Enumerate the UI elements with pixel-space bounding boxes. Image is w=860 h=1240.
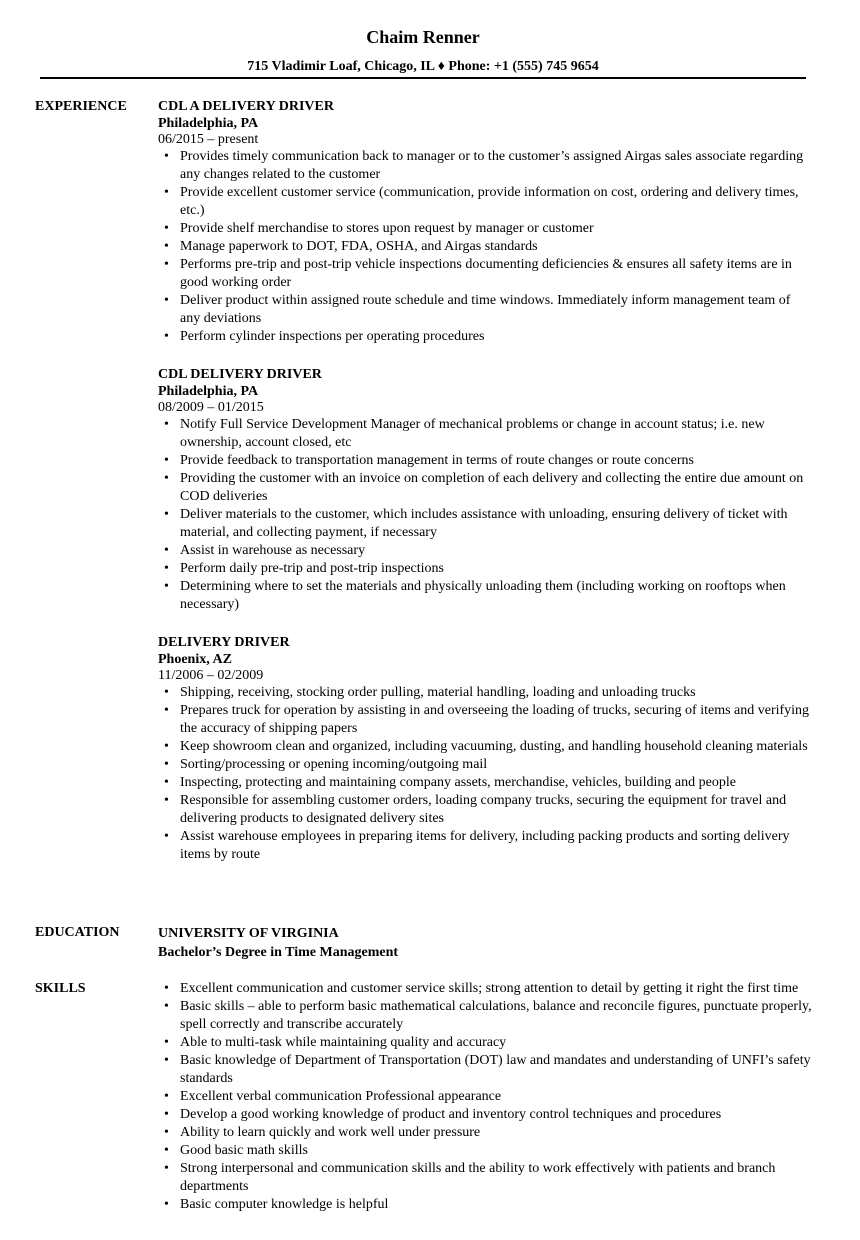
candidate-name: Chaim Renner [366,27,480,47]
job-location: Philadelphia, PA [158,384,259,399]
duty-item: • Keep showroom clean and organized, including vacuuming, dusting, and handling household cleaning materials [164,739,808,754]
experience-label: EXPERIENCE [35,99,127,114]
duty-item: • Perform daily pre-trip and post-trip inspections [164,561,444,576]
duty-item: • Manage paperwork to DOT, FDA, OSHA, and Airgas standards [164,239,538,254]
duty-item: • Provide feedback to transportation management in terms of route changes or route concerns [164,453,694,468]
bullet-icon: • [164,561,169,576]
bullet-icon: • [164,453,169,468]
bullet-icon: • [164,1197,169,1212]
bullet-icon: • [164,1053,169,1068]
skill-item: • Excellent verbal communication Professional appearance [164,1089,502,1104]
bullet-icon: • [164,185,169,200]
job-entry [158,98,813,346]
header-divider [40,77,806,79]
bullet-icon: • [164,293,169,308]
bullet-icon: • [164,829,169,844]
bullet-icon: • [164,793,169,808]
bullet-icon: • [164,1161,169,1176]
bullet-icon: • [164,417,169,432]
duty-item: • Providing the customer with an invoice on completion of each delivery and collecting the entire due amount on COD deliveries [164,471,804,504]
job-entry [158,366,813,614]
job-location: Phoenix, AZ [158,652,232,667]
duty-item: • Deliver product within assigned route schedule and time windows. Immediately inform management team of any deviations [164,293,791,326]
duty-item: • Deliver materials to the customer, which includes assistance with unloading, ensuring delivery of ticket with material, and collecting payment, if necessary [164,507,788,540]
bullet-icon: • [164,257,169,272]
duty-item: • Prepares truck for operation by assisting in and overseeing the loading of trucks, securing of items and verifying the accuracy of shipping papers [164,703,810,736]
duty-item: • Provides timely communication back to manager or to the customer’s assigned Airgas sales associate regarding any changes related to the customer [164,149,804,182]
job-duties [158,416,813,614]
skill-item: • Excellent communication and customer service skills; strong attention to detail by getting it right the first time [164,981,799,996]
skill-item: • Good basic math skills [164,1143,308,1158]
bullet-icon: • [164,703,169,718]
bullet-icon: • [164,757,169,772]
job-dates: 06/2015 – present [158,132,259,147]
job-dates: 08/2009 – 01/2015 [158,400,264,415]
duty-item: • Shipping, receiving, stocking order pulling, material handling, loading and unloading trucks [164,685,696,700]
skills-bullets [158,980,813,1214]
duty-item: • Perform cylinder inspections per operating procedures [164,329,485,344]
bullet-icon: • [164,1089,169,1104]
bullet-icon: • [164,543,169,558]
skill-item: • Ability to learn quickly and work well under pressure [164,1125,481,1140]
duty-item: • Assist in warehouse as necessary [164,543,366,558]
duty-item: • Performs pre-trip and post-trip vehicle inspections documenting deficiencies & ensures all safety items are in good working order [164,257,792,290]
bullet-icon: • [164,579,169,594]
education-entry [158,924,813,962]
job-title: CDL A DELIVERY DRIVER [158,99,334,114]
job-title: CDL DELIVERY DRIVER [158,367,322,382]
bullet-icon: • [164,1107,169,1122]
skills-list [158,980,813,1214]
education-school: UNIVERSITY OF VIRGINIA [158,926,339,941]
skill-item: • Basic knowledge of Department of Transportation (DOT) law and mandates and understanding of UNFI’s safety standards [164,1053,811,1086]
bullet-icon: • [164,221,169,236]
contact-line: 715 Vladimir Loaf, Chicago, IL ♦ Phone: +1 (555) 745 9654 [247,59,599,74]
bullet-icon: • [164,329,169,344]
skill-item: • Develop a good working knowledge of product and inventory control techniques and procedures [164,1107,722,1122]
duty-item: • Sorting/processing or opening incoming/outgoing mail [164,757,488,772]
job-duties [158,148,813,346]
duty-item: • Determining where to set the materials and physically unloading them (including working on rooftops when necessary) [164,579,786,612]
duty-item: • Provide excellent customer service (communication, provide information on cost, ordering and delivery times, etc.) [164,185,799,218]
bullet-icon: • [164,471,169,486]
bullet-icon: • [164,685,169,700]
job-location: Philadelphia, PA [158,116,259,131]
duty-item: • Responsible for assembling customer orders, loading company trucks, securing the equipment for travel and delivering products to designated delivery sites [164,793,787,826]
skill-item: • Strong interpersonal and communication skills and the ability to work effectively with patients and branch departments [164,1161,776,1194]
bullet-icon: • [164,1125,169,1140]
duty-item: • Provide shelf merchandise to stores upon request by manager or customer [164,221,594,236]
bullet-icon: • [164,239,169,254]
skill-item: • Able to multi-task while maintaining quality and accuracy [164,1035,507,1050]
bullet-icon: • [164,1035,169,1050]
skill-item: • Basic skills – able to perform basic mathematical calculations, balance and reconcile figures, punctuate properly, spell correctly and transcribe accurately [164,999,812,1032]
bullet-icon: • [164,507,169,522]
bullet-icon: • [164,775,169,790]
bullet-icon: • [164,739,169,754]
experience-list [158,98,813,884]
job-entry [158,634,813,864]
duty-item: • Inspecting, protecting and maintaining company assets, merchandise, vehicles, building and people [164,775,736,790]
job-title: DELIVERY DRIVER [158,635,290,650]
bullet-icon: • [164,999,169,1014]
bullet-icon: • [164,1143,169,1158]
bullet-icon: • [164,981,169,996]
bullet-icon: • [164,149,169,164]
job-duties [158,684,813,864]
education-degree: Bachelor’s Degree in Time Management [158,945,399,960]
skill-item: • Basic computer knowledge is helpful [164,1197,389,1212]
duty-item: • Assist warehouse employees in preparing items for delivery, including packing products and sorting delivery items by route [164,829,790,862]
duty-item: • Notify Full Service Development Manager of mechanical problems or change in account status; i.e. new ownership, account closed, etc [164,417,765,450]
job-dates: 11/2006 – 02/2009 [158,668,264,683]
skills-label: SKILLS [35,981,86,996]
education-label: EDUCATION [35,925,120,940]
